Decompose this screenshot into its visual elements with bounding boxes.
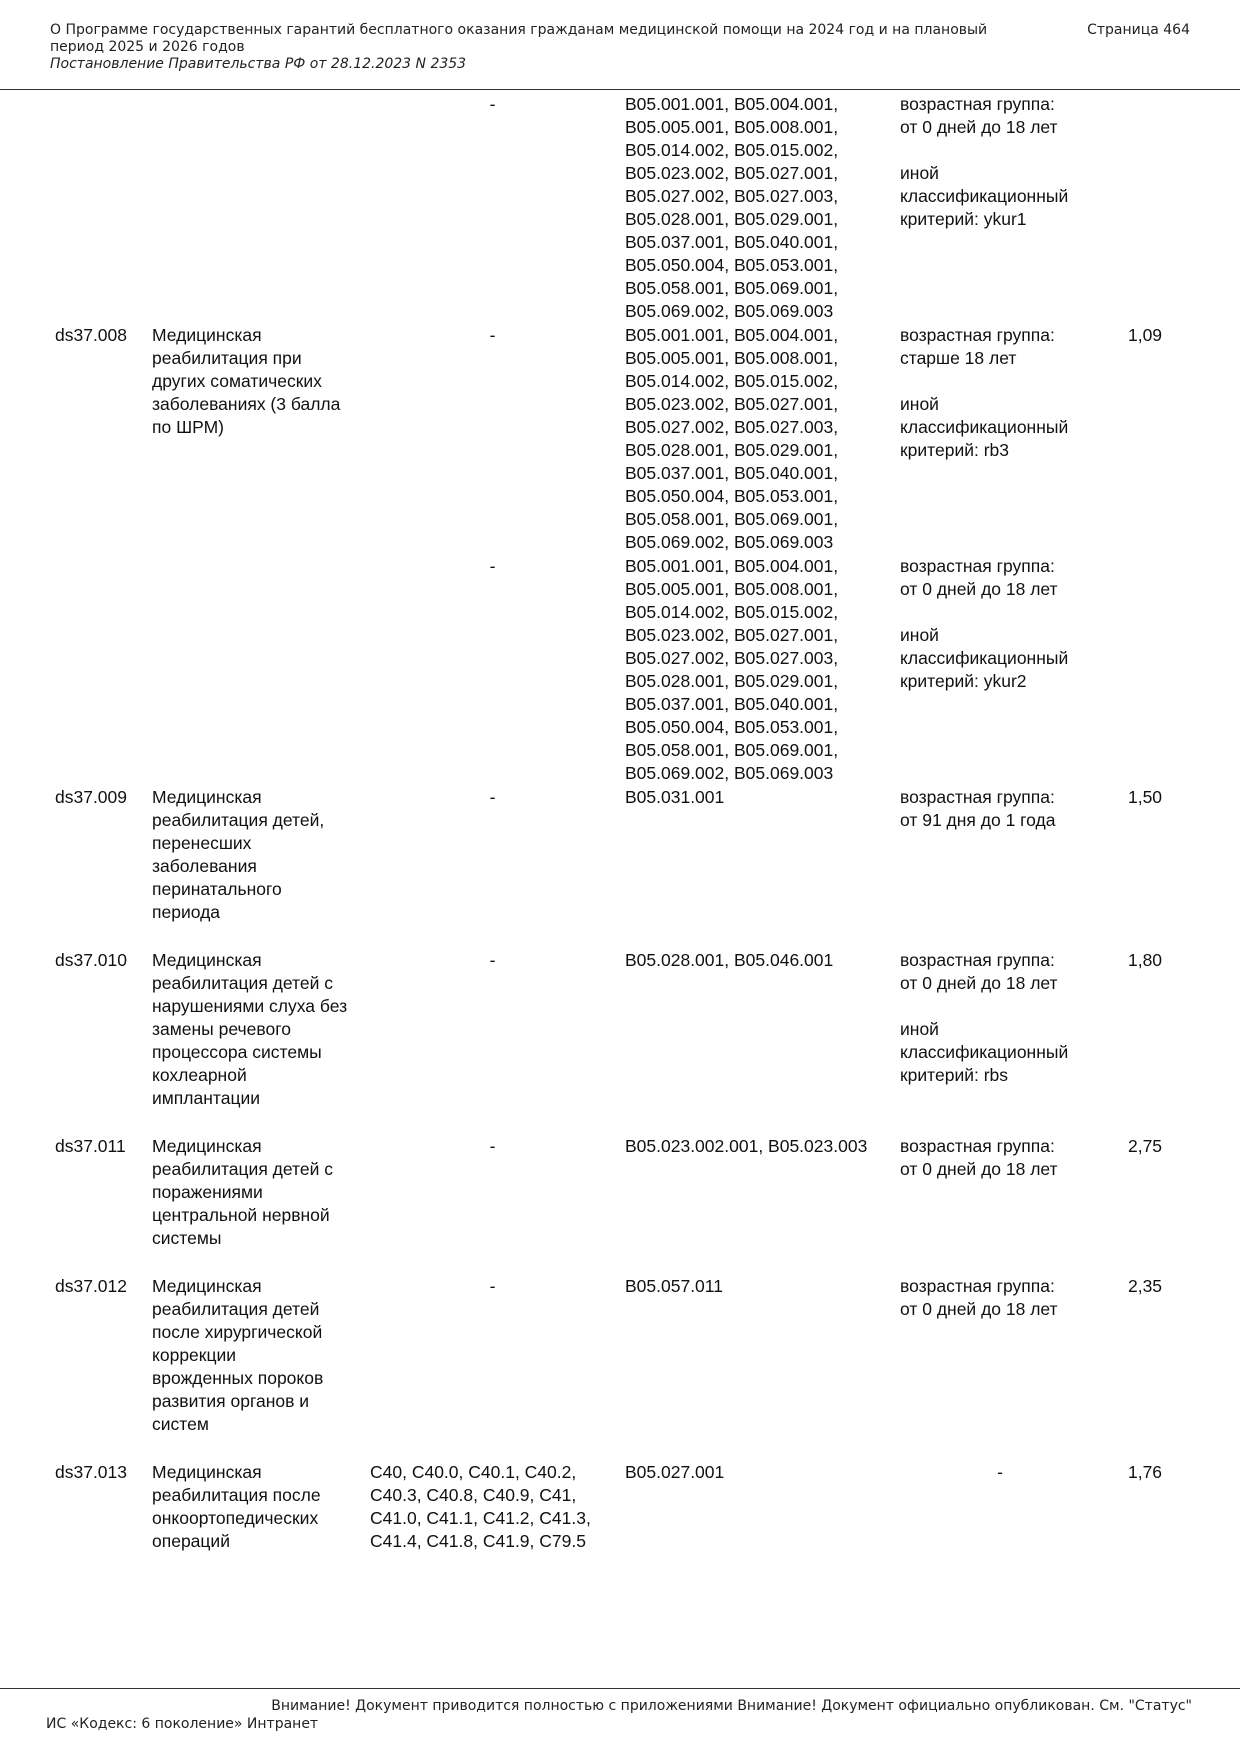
table-row bbox=[0, 786, 1240, 949]
footer-notice: Внимание! Документ приводится полностью с приложениями Внимание! Документ официально опубликован. См. "Статус" bbox=[271, 1698, 1192, 1714]
row-coefficient: 1,09 bbox=[1127, 325, 1163, 345]
row-services: B05.001.001, B05.004.001, B05.005.001, B05.008.001, B05.014.002, B05.015.002, B05.023.002, B05.027.001, B05.027.002, B05.027.003, B05.028.001, B05.029.001, B05.037.001, B05.040.001, B05.050.004, B05.053.001, B05.058.001, B05.069.001, B05.069.002, B05.069.003 bbox=[625, 94, 839, 321]
row-diagnosis-dash: - bbox=[489, 325, 496, 345]
page-number: Страница 464 bbox=[1087, 22, 1190, 38]
row-criteria: возрастная группа: от 0 дней до 18 лет иной классификационный критерий: rbs bbox=[900, 950, 1069, 1085]
row-diagnosis: C40, C40.0, C40.1, C40.2, C40.3, C40.8, C40.9, C41, C41.0, C41.1, C41.2, C41.3, C41.4, C41.8, C41.9, C79.5 bbox=[370, 1462, 591, 1551]
row-code: ds37.010 bbox=[55, 950, 128, 970]
row-code: ds37.009 bbox=[55, 787, 128, 807]
row-services: B05.001.001, B05.004.001, B05.005.001, B05.008.001, B05.014.002, B05.015.002, B05.023.002, B05.027.001, B05.027.002, B05.027.003, B05.028.001, B05.029.001, B05.037.001, B05.040.001, B05.050.004, B05.053.001, B05.058.001, B05.069.001, B05.069.002, B05.069.003 bbox=[625, 556, 839, 783]
row-criteria: возрастная группа: от 0 дней до 18 лет bbox=[900, 1276, 1058, 1319]
row-coefficient: 1,76 bbox=[1127, 1462, 1163, 1482]
row-coefficient: 1,50 bbox=[1127, 787, 1163, 807]
row-code: ds37.011 bbox=[55, 1136, 126, 1156]
row-coefficient: 1,80 bbox=[1127, 950, 1163, 970]
header-divider bbox=[0, 89, 1240, 90]
row-name: Медицинская реабилитация после онкоортопедических операций bbox=[152, 1462, 321, 1551]
footer-system-name: ИС «Кодекс: 6 поколение» Интранет bbox=[46, 1716, 319, 1732]
row-criteria: возрастная группа: от 91 дня до 1 года bbox=[900, 787, 1056, 830]
row-services: B05.001.001, B05.004.001, B05.005.001, B05.008.001, B05.014.002, B05.015.002, B05.023.002, B05.027.001, B05.027.002, B05.027.003, B05.028.001, B05.029.001, B05.037.001, B05.040.001, B05.050.004, B05.053.001, B05.058.001, B05.069.001, B05.069.002, B05.069.003 bbox=[625, 325, 839, 552]
row-services: B05.023.002.001, B05.023.003 bbox=[625, 1136, 868, 1156]
row-name: Медицинская реабилитация детей с нарушениями слуха без замены речевого процессора системы кохлеарной имплантации bbox=[152, 950, 348, 1108]
table-row bbox=[0, 1135, 1240, 1275]
row-criteria: - bbox=[997, 1462, 1003, 1482]
row-diagnosis-dash: - bbox=[489, 787, 496, 807]
row-services: B05.031.001 bbox=[625, 787, 725, 807]
row-diagnosis-dash: - bbox=[489, 1136, 496, 1156]
row-services: B05.028.001, B05.046.001 bbox=[625, 950, 834, 970]
row-services: B05.057.011 bbox=[625, 1276, 723, 1296]
table-row bbox=[0, 1461, 1240, 1579]
table-row bbox=[0, 555, 1240, 786]
table-row bbox=[0, 1275, 1240, 1461]
row-coefficient: 2,35 bbox=[1127, 1276, 1163, 1296]
row-diagnosis-dash: - bbox=[489, 94, 496, 114]
page-header bbox=[50, 22, 1190, 73]
row-criteria: возрастная группа: от 0 дней до 18 лет иной классификационный критерий: ykur1 bbox=[900, 94, 1069, 229]
table-row bbox=[0, 949, 1240, 1135]
row-criteria: возрастная группа: старше 18 лет иной классификационный критерий: rb3 bbox=[900, 325, 1069, 460]
footer-divider bbox=[0, 1688, 1240, 1689]
row-criteria: возрастная группа: от 0 дней до 18 лет иной классификационный критерий: ykur2 bbox=[900, 556, 1069, 691]
document-subtitle: Постановление Правительства РФ от 28.12.2023 N 2353 bbox=[50, 56, 467, 72]
table-row bbox=[0, 324, 1240, 555]
row-criteria: возрастная группа: от 0 дней до 18 лет bbox=[900, 1136, 1058, 1179]
row-name: Медицинская реабилитация детей с поражениями центральной нервной системы bbox=[152, 1136, 333, 1248]
row-coefficient: 2,75 bbox=[1127, 1136, 1163, 1156]
row-services: B05.027.001 bbox=[625, 1462, 725, 1482]
row-diagnosis-dash: - bbox=[489, 1276, 496, 1296]
row-code: ds37.012 bbox=[55, 1276, 128, 1296]
row-diagnosis-dash: - bbox=[489, 556, 496, 576]
table-row bbox=[0, 93, 1240, 324]
row-name: Медицинская реабилитация при других соматических заболеваниях (3 балла по ШРМ) bbox=[152, 325, 341, 437]
row-diagnosis-dash: - bbox=[489, 950, 496, 970]
row-code: ds37.008 bbox=[55, 325, 128, 345]
row-code: ds37.013 bbox=[55, 1462, 128, 1482]
document-title: О Программе государственных гарантий бесплатного оказания гражданам медицинской помощи на 2024 год и на плановый период 2025 и 2026 годов bbox=[50, 22, 988, 55]
row-name: Медицинская реабилитация детей после хирургической коррекции врожденных пороков развития органов и систем bbox=[152, 1276, 324, 1434]
rehabilitation-table bbox=[0, 93, 1240, 1579]
row-name: Медицинская реабилитация детей, перенесших заболевания перинатального периода bbox=[152, 787, 325, 922]
